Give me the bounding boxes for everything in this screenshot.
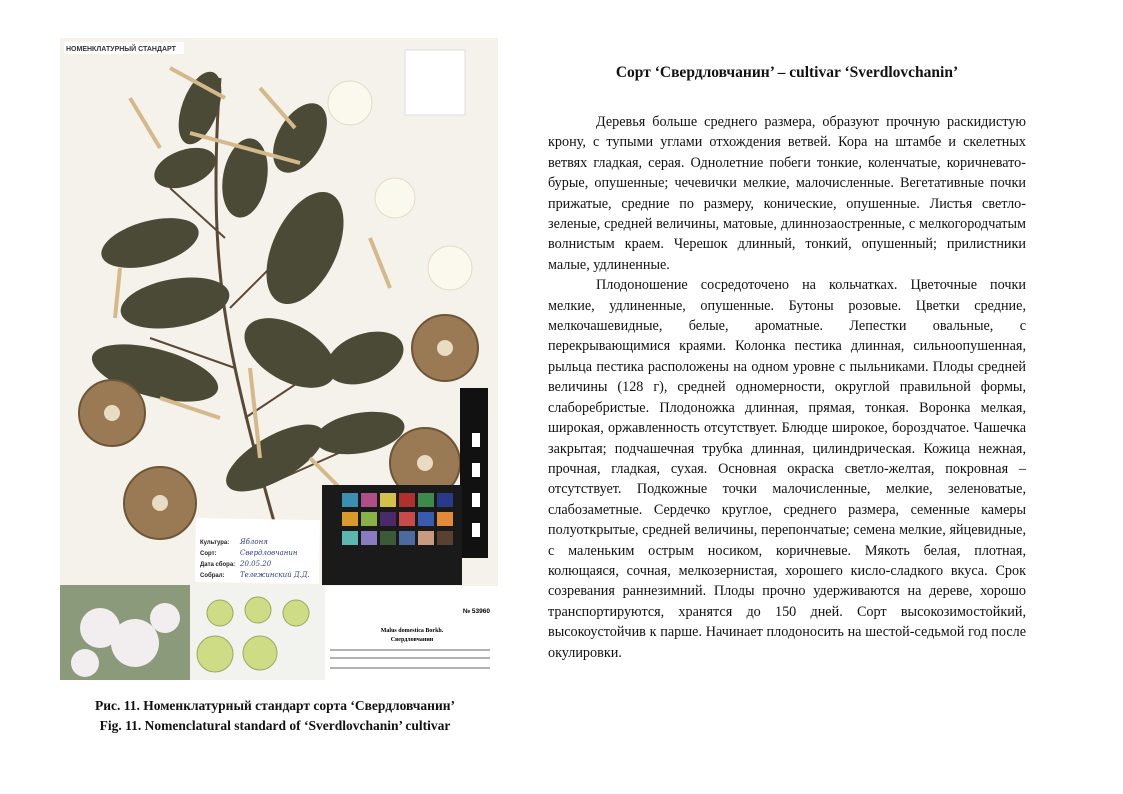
label-value: Яблоня — [240, 538, 268, 546]
label-field: Собрал: — [200, 573, 225, 579]
paragraph: Деревья больше среднего размера, образуют прочную раскидистую крону, с тупыми углами отхождения ветвей. Кора на штамбе и скелетных ветвях гладкая, серая. Однолетние побеги тонкие, коленчатые, коричневато-бурые, опушенные; чечевички мелкие, малочисленные. Вегетативные почки прижатые, средние по размеру, конические, опушенные. Листья светло-зеленые, средней величины, матовые, длиннозаостренные, с мелкогородчатым волнистым краем. Черешок длинный, тонкий, опушенный; прилистники малые, удлиненные. — [548, 114, 1026, 273]
label-field: Дата сбора: — [200, 562, 236, 568]
specimen-cultivar: Свердловчанин — [390, 637, 434, 643]
label-value: Свердловчанин — [240, 549, 298, 557]
label-field: Сорт: — [200, 551, 217, 557]
figure-caption-ru: Рис. 11. Номенклатурный стандарт сорта ‘Свердловчанин’ — [94, 698, 456, 713]
article-title: Сорт ‘Свердловчанин’ – cultivar ‘Sverdlovchanin’ — [615, 64, 959, 81]
label-value: Тележинский Д.Д. — [240, 571, 310, 579]
paragraph: Плодоношение сосредоточено на кольчатках. Цветочные почки мелкие, удлиненные, опушенные. Бутоны розовые. Цветки средние, мелкочашевидные, белые, ароматные. Лепестки овальные, с перекрывающимися краями. Колонка пестика длинная, сильноопушенная, рыльца пестика расположены на одном уровне с пыльниками. Плоды средней величины (128 г), средней одномерности, округлой правильной формы, слаборебристые. Плодоножка длинная, прямая, тонкая. Воронка мелкая, широкая, оржавленность отсутствует. Блюдце широкое, бороздчатое. Чашечка закрытая; подчашечная трубка длинная, цилиндрическая. Кожица нежная, прочная, гладкая, сухая. Основная окраска светло-желтая, покровная – отсутствует. Подкожные точки малочисленные, мелкие, зеленоватые, слабозаметные. Сердечко круглое, среднего размера, семенные камеры полуоткрытые, средней величины, перепончатые; семена мелкие, яйцевидные, с маленьким острым носиком, коричневые. Мякоть белая, плотная, колющаяся, сочная, мелкозернистая, хорошего кисло-сладкого вкуса. Срок созревания раннезимний. Плоды прочно удерживаются на дереве, хорошо транспортируются, хранятся до 150 дней. Сорт высокозимостойкий, высокоустойчив к парше. Начинает плодоносить на шестой-седьмой год после окулировки. — [548, 277, 1026, 661]
specimen-number: № 53960 — [462, 608, 490, 615]
label-value: 20.05.20 — [240, 560, 272, 568]
label-field: Культура: — [200, 540, 230, 546]
article-body — [548, 112, 1026, 663]
herbarium-figure — [60, 38, 498, 680]
sheet-header: НОМЕНКЛАТУРНЫЙ СТАНДАРТ — [66, 46, 176, 53]
figure-caption-en: Fig. 11. Nomenclatural standard of ‘Sverdlovchanin’ cultivar — [99, 718, 451, 733]
specimen-species: Malus domestica Borkh. — [380, 628, 444, 634]
